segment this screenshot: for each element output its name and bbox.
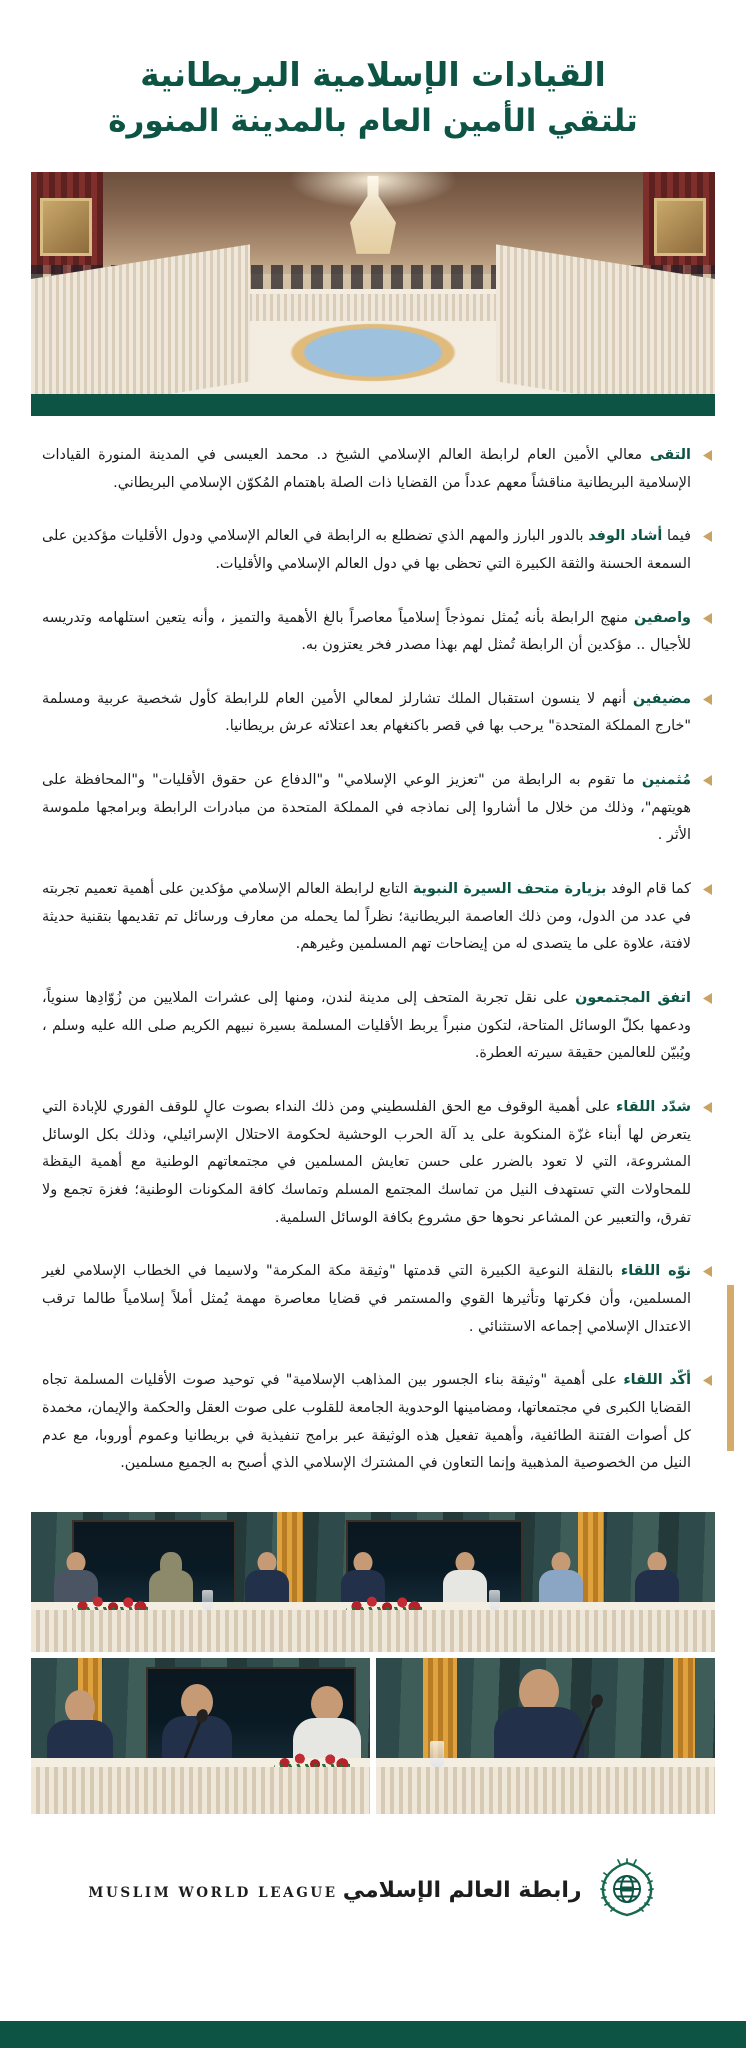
- paragraph-rest: بالنقلة النوعية الكبيرة التي قدمتها "وثيقة مكة المكرمة" ولاسيما في الخطاب الإسلامي لغير المسلمين، وأن فكرتها وتأثيرها القوي والمستمر في قضايا معاصرة مهمة يُمثل أملاً إسلامياً طالما ترقب الاعتدال الإسلامي إجماعه الاستثنائي .: [42, 1263, 691, 1335]
- paragraph-lead: مضيفين: [632, 690, 691, 707]
- paragraph-lead-prefix: كما قام الوفد: [606, 881, 691, 898]
- hero-image-wrapper: [31, 172, 715, 416]
- globe-wreath-emblem-icon: [596, 1858, 658, 1924]
- list-item: [42, 523, 715, 578]
- paragraph-rest: التابع لرابطة العالم الإسلامي مؤكدين على أهمية تعميم تجربته في عدد من الدول، ومن ذلك العاصمة البريطانية؛ نظراً لما يحمله من معارف ورسائل تم تقديمها بتقنية حديثة لافتة، علاوة على ما يتصدى له من إيضاحات تهم المسلمين وغيرهم.: [42, 881, 691, 953]
- paragraph-lead: اتفق المجتمعون: [575, 990, 691, 1007]
- gold-accent-rule: [727, 1285, 734, 1451]
- paragraph-lead: أشاد الوفد: [588, 528, 663, 545]
- list-item: [42, 442, 715, 497]
- list-item: [42, 1367, 715, 1478]
- list-item: [42, 686, 715, 741]
- triangle-bullet-icon: [699, 531, 715, 542]
- mwl-logo-text: [88, 1877, 581, 1905]
- paragraph-lead: واصفين: [634, 609, 691, 626]
- paragraph-lead: بزيارة متحف السيرة النبوية: [412, 881, 607, 898]
- paragraph-lead: أكّد اللقاء: [623, 1372, 692, 1389]
- triangle-bullet-icon: [699, 613, 715, 624]
- footer-green-bar: [0, 2021, 746, 2048]
- list-item: [42, 876, 715, 959]
- photo-water-glass: [430, 1741, 444, 1767]
- list-item: [42, 605, 715, 660]
- paragraph-rest: معالي الأمين العام لرابطة العالم الإسلامي الشيخ د. محمد العيسى في المدينة المنورة القيادات الإسلامية البريطانية مناقشاً معهم عدداً من القضايا ذات الصلة باهتمام المُكوّن الإسلامي البريطاني.: [42, 446, 691, 491]
- paragraph-lead: شدّد اللقاء: [616, 1099, 691, 1116]
- footer: [0, 1814, 746, 1924]
- paragraph-text: [42, 523, 691, 578]
- paragraph-rest: ما تقوم به الرابطة من "تعزيز الوعي الإسلامي" و"الدفاع عن حقوق الأقليات" و"المحافظة على هويتهم"، وذلك من خلال ما أشاروا إلى نماذجه في المملكة المتحدة من مبادرات الرابطة وبرامجها ملموسة الأثر .: [42, 772, 691, 844]
- triangle-bullet-icon: [699, 1102, 715, 1113]
- list-item: [42, 1258, 715, 1341]
- triangle-bullet-icon: [699, 450, 715, 461]
- triangle-bullet-icon: [699, 694, 715, 705]
- paragraph-rest: أنهم لا ينسون استقبال الملك تشارلز لمعالي الأمين العام للرابطة كأول شخصية عربية ومسلمة "خارج المملكة المتحدة" يرحب بها في قصر باكنغهام بعد اعتلائه عرش بريطانيا.: [42, 690, 691, 735]
- photo-table-skirt: [31, 1767, 370, 1814]
- paragraph-lead: مُثمنين: [641, 772, 691, 789]
- photo-water-glass: [489, 1590, 500, 1610]
- paragraph-rest: على نقل تجربة المتحف إلى مدينة لندن، ومنها إلى عشرات الملايين من زُوّادِها سنوياً، ودعمها بكلّ الوسائل المتاحة، لتكون منبراً يربط الأقليات المسلمة بسيرة نبيهم الكريم صلى الله عليه وسلم ، ويُبيّن للعالمين حقيقة سيرته العطرة.: [42, 990, 691, 1062]
- paragraph-text: [42, 1367, 691, 1478]
- paragraph-text: [42, 1258, 691, 1341]
- photo-table-skirt: [31, 1610, 715, 1652]
- paragraph-text: [42, 985, 691, 1068]
- triangle-bullet-icon: [699, 884, 715, 895]
- paragraph-rest: بالدور البارز والمهم الذي تضطلع به الرابطة في العالم الإسلامي ودول الأقليات مؤكدين على السمعة الحسنة والثقة الكبيرة التي تحظى بها في دول العالم الإسلامي والأقليات.: [42, 528, 691, 572]
- paragraph-lead: التقى: [649, 446, 691, 463]
- paragraph-rest: على أهمية "وثيقة بناء الجسور بين المذاهب الإسلامية" في توحيد صوت الأقليات المسلمة تجاه القضايا الكبرى في مجتمعاتها، ومضامينها الوحدوية الجامعة للقلوب على صوت العقل والحكمة والإيمان، مخمدة كل أصوات الفتنة الطائفية، وأهمية تفعيل هذه الوثيقة عبر برامج تنفيذية في بريطانيا وعموم أوروبا، مع عدم النيل من الخصوصية المذهبية وإنما التعاون في المشترك الإسلامي الذي أصبح به الجميع مسلمين.: [42, 1372, 691, 1472]
- photo-pair-row: [31, 1658, 715, 1814]
- triangle-bullet-icon: [699, 1375, 715, 1386]
- photo-speaker: [376, 1658, 715, 1814]
- paragraph-text: [42, 605, 691, 660]
- paragraph-rest: منهج الرابطة بأنه يُمثل نموذجاً إسلامياً معاصراً بالغ الأهمية والتميز ، وأنه يتعين استلهامه وتدريسه للأجيال .. مؤكدين أن الرابطة تُمثل لهم بهذا مصدر فخر يعتزون به.: [42, 609, 691, 654]
- list-item: [42, 1094, 715, 1232]
- photo-listeners: [31, 1658, 370, 1814]
- mwl-logo-arabic: رابطة العالم الإسلامي: [342, 1878, 582, 1904]
- paragraph-text: [42, 876, 691, 959]
- hero-wall-painting-right: [654, 198, 706, 256]
- mwl-logo-english: MUSLIM WORLD LEAGUE: [88, 1885, 338, 1902]
- paragraph-text: [42, 686, 691, 741]
- mwl-logo: [88, 1858, 657, 1924]
- paragraph-text: [42, 442, 691, 497]
- paragraph-rest: على أهمية الوقوف مع الحق الفلسطيني ومن ذلك النداء بصوت عالٍ للوقف الفوري للإبادة التي يتعرض لها أبناء غزّة المنكوبة على يد آلة الحرب الوحشية لحكومة الاحتلال الإسرائيلي، وذلك بكل الوسائل المشروعة، التي لا تعود بالضرر على حسن تعايش المسلمين في مجتمعاتهم الوطنية مع أهمية اليقظة للمحاولات التي تستهدف النيل من تماسك المجتمع المسلم وتماسك كافة المكونات الوطنية؛ فغزة تجمع ولا تفرق، والتعبير عن المشاعر نحوها حق مشروع بكافة الوسائل السلمية.: [42, 1099, 691, 1226]
- bullet-list: [0, 416, 746, 1478]
- page-title: [0, 0, 746, 143]
- hero-green-bar: [31, 394, 715, 416]
- triangle-bullet-icon: [699, 993, 715, 1004]
- paragraph-lead-prefix: فيما: [662, 528, 691, 545]
- paragraph-text: [42, 767, 691, 850]
- photo-table-skirt: [376, 1767, 715, 1814]
- hero-wall-painting-left: [40, 198, 92, 256]
- triangle-bullet-icon: [699, 775, 715, 786]
- title-line-1: القيادات الإسلامية البريطانية: [140, 55, 606, 94]
- photo-water-glass: [202, 1590, 213, 1610]
- photo-delegation-wide: [31, 1512, 715, 1652]
- title-line-2: تلتقي الأمين العام بالمدينة المنورة: [108, 102, 638, 139]
- paragraph-text: [42, 1094, 691, 1232]
- list-item: [42, 767, 715, 850]
- photo-gallery: [0, 1504, 746, 1814]
- triangle-bullet-icon: [699, 1266, 715, 1277]
- paragraph-lead: نوّه اللقاء: [620, 1263, 691, 1280]
- list-item: [42, 985, 715, 1068]
- hero-meeting-photo: [31, 172, 715, 416]
